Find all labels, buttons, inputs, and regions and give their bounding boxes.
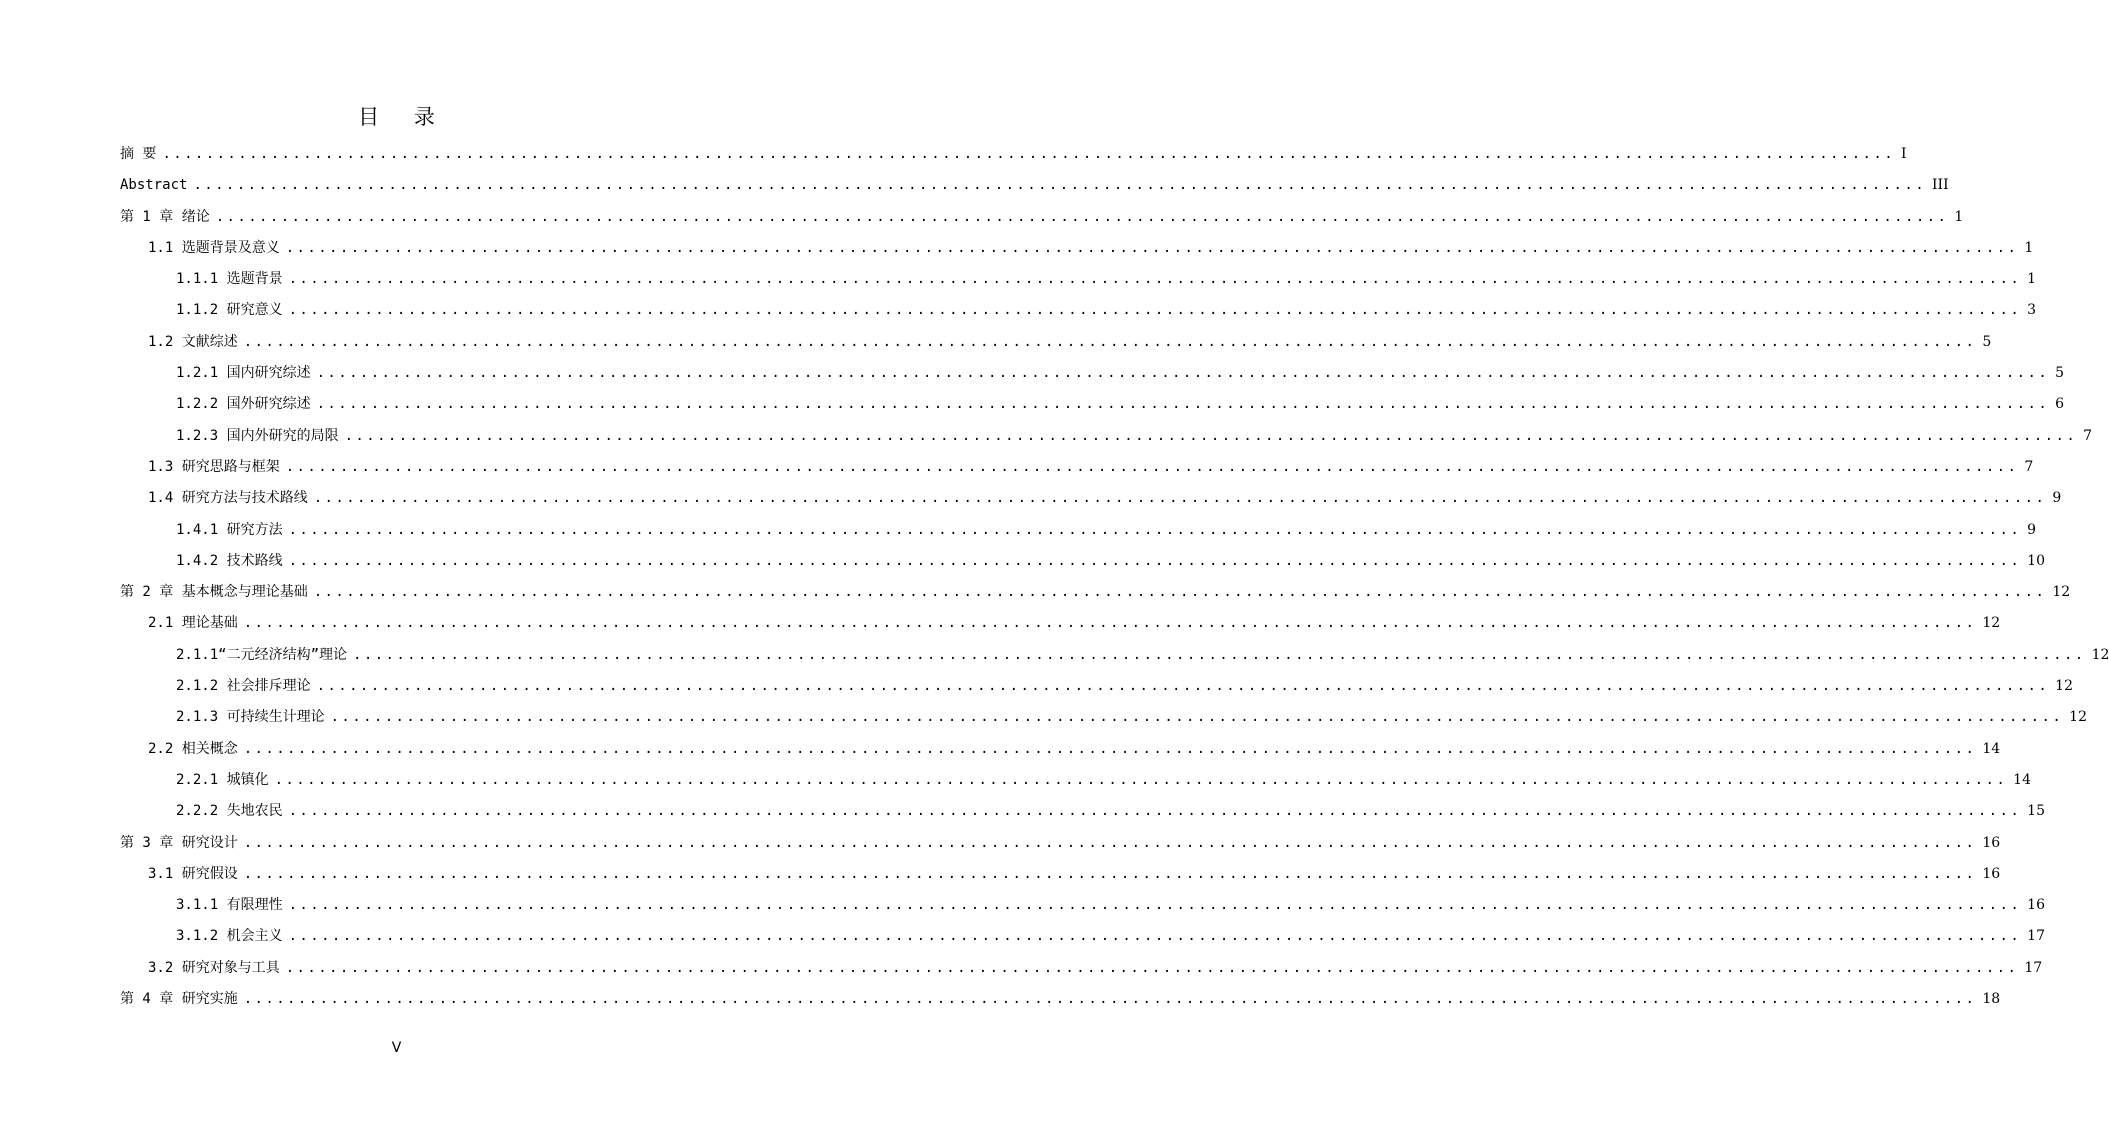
toc-entry-label: 第 4 章 研究实施 [120, 991, 238, 1008]
toc-entry-label: 1.2.2 国外研究综述 [176, 396, 311, 413]
toc-entry-label: 2.2 相关概念 [148, 740, 238, 757]
toc-leader-dots: ................................................................................................................................................................ [313, 584, 2047, 601]
toc-leader-dots: ................................................................................................................................................................ [243, 991, 1977, 1008]
toc-entry[interactable] [120, 796, 2045, 827]
toc-entry-page: I [1901, 146, 1907, 162]
toc-entry-label: 1.1.1 选题背景 [176, 271, 283, 288]
toc-leader-dots: ................................................................................................................................................................ [288, 803, 2022, 820]
toc-entry-label: 2.1 理论基础 [148, 615, 238, 632]
toc-leader-dots: ................................................................................................................................................................ [316, 678, 2050, 695]
toc-entry-label: 1.2.1 国内研究综述 [176, 365, 311, 382]
toc-entry[interactable] [120, 828, 2001, 859]
toc-entry[interactable] [120, 859, 2001, 890]
toc-entry-page: 16 [1982, 865, 2001, 882]
toc-entry-page: 12 [2069, 709, 2087, 726]
toc-entry-page: 5 [1982, 333, 1992, 350]
toc-leader-dots: ................................................................................................................................................................ [243, 834, 1977, 851]
toc-list [120, 139, 2109, 1015]
toc-entry-page: 15 [2027, 803, 2045, 820]
toc-leader-dots: ................................................................................................................................................................ [288, 928, 2022, 945]
toc-entry-page: 1 [1954, 208, 1964, 225]
toc-entry-page: 14 [2013, 771, 2031, 788]
toc-entry-page: 17 [2024, 959, 2043, 976]
toc-leader-dots: ................................................................................................................................................................ [330, 709, 2064, 726]
toc-entry-label: 3.1.2 机会主义 [176, 928, 283, 945]
toc-entry[interactable] [120, 953, 2043, 984]
toc-entry[interactable] [120, 233, 2034, 264]
toc-entry[interactable] [120, 921, 2045, 952]
toc-entry[interactable] [120, 202, 1964, 233]
toc-leader-dots: ................................................................................................................................................................ [243, 740, 1977, 757]
toc-entry[interactable] [120, 765, 2031, 796]
toc-leader-dots: ................................................................................................................................................................ [285, 959, 2019, 976]
toc-entry-page: 16 [1982, 834, 2001, 851]
toc-entry-label: 3.1 研究假设 [148, 865, 238, 882]
toc-entry-label: 1.1.2 研究意义 [176, 302, 283, 319]
toc-entry-page: 7 [2024, 458, 2034, 475]
toc-entry[interactable] [120, 358, 2065, 389]
toc-leader-dots: ................................................................................................................................................................ [285, 239, 2019, 256]
toc-entry[interactable] [120, 170, 1949, 201]
toc-entry-label: 1.3 研究思路与框架 [148, 458, 280, 475]
toc-entry-label: 1.2.3 国内外研究的局限 [176, 427, 339, 444]
toc-entry[interactable] [120, 264, 2037, 295]
toc-leader-dots: ................................................................................................................................................................ [288, 897, 2022, 914]
toc-leader-dots: ................................................................................................................................................................ [162, 146, 1896, 162]
toc-leader-dots: ................................................................................................................................................................ [288, 271, 2022, 288]
toc-entry[interactable] [120, 890, 2045, 921]
toc-entry[interactable] [120, 640, 2109, 671]
toc-entry[interactable] [120, 389, 2065, 420]
toc-entry[interactable] [120, 546, 2045, 577]
toc-entry-page: 7 [2083, 427, 2093, 444]
toc-entry[interactable] [120, 671, 2073, 702]
toc-entry[interactable] [120, 515, 2037, 546]
toc-entry-label: 1.4.1 研究方法 [176, 521, 283, 538]
toc-entry-label: 2.1.1“二元经济结构”理论 [176, 646, 348, 663]
toc-entry-page: 12 [2055, 678, 2073, 695]
toc-leader-dots: ................................................................................................................................................................ [285, 458, 2019, 475]
toc-entry-page: 12 [1982, 615, 2001, 632]
toc-entry[interactable] [120, 984, 2001, 1015]
toc-leader-dots: ................................................................................................................................................................ [288, 302, 2022, 319]
toc-leader-dots: ................................................................................................................................................................ [316, 365, 2050, 382]
toc-leader-dots: ................................................................................................................................................................ [243, 865, 1977, 882]
toc-entry-label: 第 3 章 研究设计 [120, 834, 238, 851]
toc-entry-page: 16 [2027, 897, 2045, 914]
toc-entry[interactable] [120, 577, 2071, 608]
toc-entry-page: 3 [2027, 302, 2037, 319]
toc-entry-label: 1.2 文献综述 [148, 333, 238, 350]
toc-entry[interactable] [120, 327, 1992, 358]
toc-entry-label: 1.4 研究方法与技术路线 [148, 490, 308, 507]
toc-entry-label: 2.1.2 社会排斥理论 [176, 678, 311, 695]
page-number: V [391, 1040, 402, 1056]
toc-entry-label: 1.4.2 技术路线 [176, 552, 283, 569]
toc-leader-dots: ................................................................................................................................................................ [316, 396, 2050, 413]
toc-entry-label: 3.1.1 有限理性 [176, 897, 283, 914]
toc-entry-label: 2.2.1 城镇化 [176, 771, 269, 788]
toc-entry-page: III [1932, 177, 1949, 194]
toc-entry[interactable] [120, 702, 2087, 733]
toc-leader-dots: ................................................................................................................................................................ [243, 615, 1977, 632]
toc-entry-page: 17 [2027, 928, 2045, 945]
toc-leader-dots: ................................................................................................................................................................ [274, 771, 2008, 788]
toc-leader-dots: ................................................................................................................................................................ [193, 177, 1927, 194]
toc-entry-page: 12 [2091, 646, 2109, 663]
toc-entry[interactable] [120, 295, 2037, 326]
toc-entry-page: 14 [1982, 740, 2001, 757]
toc-entry-page: 9 [2052, 490, 2062, 507]
toc-entry-page: 1 [2024, 239, 2034, 256]
toc-entry-label: 第 1 章 绪论 [120, 208, 210, 225]
toc-leader-dots: ................................................................................................................................................................ [215, 208, 1949, 225]
toc-entry-page: 6 [2055, 396, 2065, 413]
toc-entry[interactable] [120, 452, 2034, 483]
toc-entry[interactable] [120, 608, 2001, 639]
toc-entry-label: 摘 要 [120, 146, 157, 162]
toc-leader-dots: ................................................................................................................................................................ [344, 427, 2078, 444]
toc-entry[interactable] [120, 734, 2001, 765]
toc-leader-dots: ................................................................................................................................................................ [353, 646, 2086, 663]
toc-leader-dots: ................................................................................................................................................................ [313, 490, 2047, 507]
toc-leader-dots: ................................................................................................................................................................ [288, 552, 2022, 569]
toc-entry-label: 2.2.2 失地农民 [176, 803, 283, 820]
toc-leader-dots: ................................................................................................................................................................ [288, 521, 2022, 538]
toc-entry-label: 第 2 章 基本概念与理论基础 [120, 584, 308, 601]
toc-entry-page: 9 [2027, 521, 2037, 538]
toc-entry[interactable] [120, 139, 1907, 170]
toc-entry-page: 18 [1982, 991, 2001, 1008]
toc-entry-page: 1 [2027, 271, 2037, 288]
toc-entry-page: 10 [2027, 552, 2045, 569]
toc-entry-label: Abstract [120, 177, 188, 194]
toc-entry-label: 1.1 选题背景及意义 [148, 239, 280, 256]
toc-entry[interactable] [120, 483, 2062, 514]
toc-entry-page: 12 [2052, 584, 2071, 601]
toc-entry[interactable] [120, 421, 2093, 452]
page-title: 目 录 [358, 105, 449, 129]
toc-entry-label: 2.1.3 可持续生计理论 [176, 709, 325, 726]
toc-entry-label: 3.2 研究对象与工具 [148, 959, 280, 976]
toc-leader-dots: ................................................................................................................................................................ [243, 333, 1977, 350]
toc-entry-page: 5 [2055, 365, 2065, 382]
